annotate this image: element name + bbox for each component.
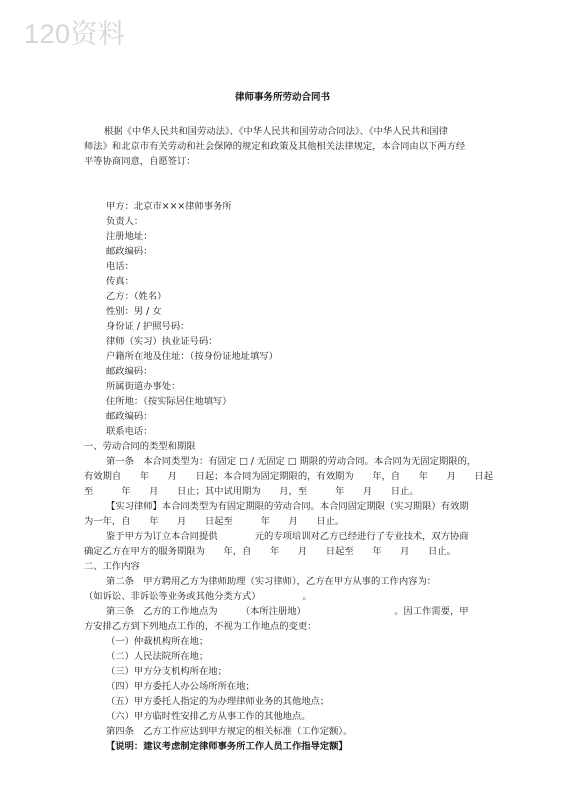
party-line: 所属街道办事处：	[106, 381, 181, 392]
party-line: 甲方：北京市×××律师事务所	[106, 201, 232, 212]
clause-line: （如诉讼、非诉讼等业务或其他分类方式） 。	[84, 591, 312, 602]
party-line: 性别：男 / 女	[106, 306, 162, 317]
party-line: 联系电话：	[106, 426, 153, 437]
clause-line: 第二条 甲方聘用乙方为律师助理（实习律师），乙方在甲方从事的工作内容为：	[106, 576, 437, 587]
document-title: 律师事务所劳动合同书	[234, 92, 330, 103]
clause-line: 有效期自 年 月 日起；本合同为固定期限的，有效期为 年，自 年 月 日起	[84, 471, 494, 482]
explanatory-note: 【说明：建议考虑制定律师事务所工作人员工作指导定额】	[106, 741, 348, 752]
party-line: 负责人：	[106, 216, 144, 227]
contract-body	[84, 124, 494, 754]
section-heading: 二、工作内容	[84, 561, 140, 572]
party-line: 身份证 / 护照号码：	[106, 321, 190, 332]
clause-line: 【实习律师】本合同类型为有固定期限的劳动合同。本合同固定期限（实习期限）有效期	[106, 501, 469, 512]
clause-line: 第一条 本合同类型为：有固定 □ / 无固定 □ 期限的劳动合同。本合同为无固定期限的，	[106, 456, 477, 467]
party-line: 邮政编码：	[106, 411, 153, 422]
list-item: （四）甲方委托人办公场所所在地；	[106, 681, 255, 692]
clause-line: 第四条 乙方工作应达到甲方规定的相关标准（工作定额）。	[106, 726, 353, 737]
party-line: 邮政编码：	[106, 246, 153, 257]
party-line: 户籍所在地及住址：（按身份证地址填写）	[106, 351, 278, 362]
section-heading: 一、劳动合同的类型和期限	[84, 441, 196, 452]
clause-line: 确定乙方在甲方的服务期限为 年，自 年 月 日起至 年 月 日止。	[84, 546, 456, 557]
party-line: 传真：	[106, 276, 134, 287]
watermark-logo: 120资料	[24, 19, 126, 49]
clause-line: 为一年，自 年 月 日起至 年 月 日止。	[84, 516, 345, 527]
party-line: 住所地：（按实际居住地填写）	[106, 396, 232, 407]
preamble-line: 根据《中华人民共和国劳动法》、《中华人民共和国劳动合同法》、《中华人民共和国律	[104, 126, 448, 137]
list-item: （五）甲方委托人指定的为办理律师业务的其他地点；	[106, 696, 330, 707]
party-line: 乙方：（姓名）	[106, 291, 167, 302]
clause-line: 第三条 乙方的工作地点为 （本所注册地） 。因工作需要，甲	[106, 606, 469, 617]
clause-line: 鉴于甲方为订立本合同提供 元的专项培训对乙方已经进行了专业技术，双方协商	[106, 531, 469, 542]
party-info	[84, 199, 494, 439]
clause-line: 方安排乙方到下列地点工作的，不视为工作地点的变更：	[84, 621, 317, 632]
party-line: 邮政编码：	[106, 366, 153, 377]
party-line: 电话：	[106, 261, 134, 272]
party-line: 注册地址：	[106, 231, 153, 242]
preamble-line: 师法》和北京市有关劳动和社会保障的规定和政策及其他相关法律规定，本合同由以下两方经	[84, 141, 466, 152]
clause-line: 至 年 月 日止；其中试用期为 月，至 年 月 日止。	[84, 486, 419, 497]
preamble-line: 平等协商同意，自愿签订：	[84, 156, 196, 167]
party-line: 律师（实习）执业证号码：	[106, 336, 218, 347]
list-item: （三）甲方分支机构所在地；	[106, 666, 227, 677]
list-item: （六）甲方临时性安排乙方从事工作的其他地点。	[106, 711, 311, 722]
list-item: （二）人民法院所在地；	[106, 651, 209, 662]
list-item: （一）仲裁机构所在地；	[106, 636, 209, 647]
